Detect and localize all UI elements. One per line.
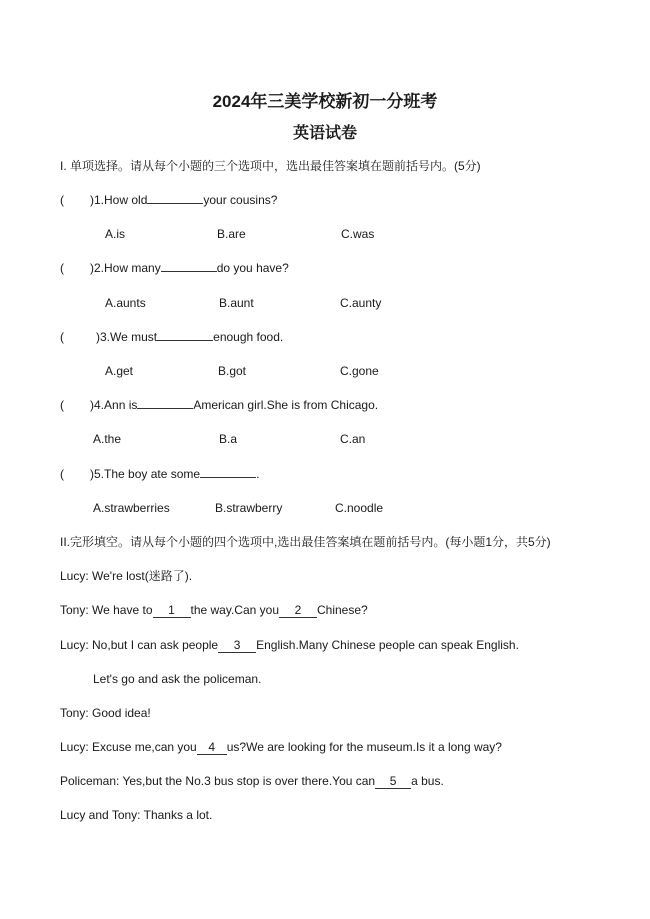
option-b: B.are [217, 227, 246, 241]
dialogue-text: the way.Can you [190, 603, 279, 617]
question-text-after: . [256, 467, 260, 481]
option-a: A.the [93, 432, 122, 446]
question-number: 3. [100, 330, 111, 344]
question-2 [60, 260, 289, 276]
option-b: B.strawberry [215, 501, 283, 515]
answer-blank[interactable] [157, 340, 213, 341]
dialogue-line-1: Lucy: We're lost(迷路了). [60, 569, 193, 583]
cloze-blank-1[interactable]: 1 [153, 604, 191, 618]
dialogue-text: English.Many Chinese people can speak English. [256, 638, 519, 652]
question-4 [60, 397, 378, 413]
answer-blank[interactable] [137, 408, 193, 409]
dialogue-line-2 [60, 602, 368, 618]
answer-blank[interactable] [200, 477, 256, 478]
option-c: C.noodle [335, 501, 384, 515]
option-a: A.get [105, 364, 134, 378]
answer-paren-close: ) [96, 330, 100, 344]
question-text-after: enough food. [213, 330, 284, 344]
dialogue-line-5: Tony: Good idea! [60, 706, 151, 720]
answer-paren-open: ( [60, 261, 64, 275]
question-number: 5. [94, 467, 105, 481]
question-5 [60, 466, 259, 482]
answer-paren-open: ( [60, 467, 64, 481]
answer-paren-close: ) [90, 261, 94, 275]
answer-paren-open: ( [60, 330, 64, 344]
question-text-before: How many [104, 261, 161, 275]
option-c: C.aunty [340, 296, 382, 310]
cloze-blank-5[interactable]: 5 [375, 775, 411, 789]
dialogue-line-4: Let's go and ask the policeman. [93, 672, 262, 686]
question-text-after: your cousins? [203, 193, 278, 207]
answer-paren-close: ) [90, 398, 94, 412]
cloze-blank-4[interactable]: 4 [197, 741, 227, 755]
option-c: C.an [340, 432, 366, 446]
answer-paren-open: ( [60, 193, 64, 207]
dialogue-text: Tony: We have to [60, 603, 153, 617]
option-b: B.a [219, 432, 238, 446]
question-3 [60, 329, 283, 345]
option-a: A.is [105, 227, 126, 241]
section1-heading: I. 单项选择。请从每个小题的三个选项中，选出最佳答案填在题前括号内。(5分) [60, 159, 481, 173]
dialogue-line-8: Lucy and Tony: Thanks a lot. [60, 808, 213, 822]
dialogue-line-7 [60, 773, 444, 789]
question-number: 4. [94, 398, 105, 412]
question-text-before: Ann is [104, 398, 138, 412]
dialogue-line-6 [60, 739, 502, 755]
question-number: 2. [94, 261, 105, 275]
dialogue-line-3 [60, 637, 519, 653]
answer-paren-close: ) [90, 193, 94, 207]
answer-paren-open: ( [60, 398, 64, 412]
section2-heading: II.完形填空。请从每个小题的四个选项中,选出最佳答案填在题前括号内。(每小题1分，共5分) [60, 535, 551, 549]
option-a: A.aunts [105, 296, 146, 310]
option-b: B.got [218, 364, 247, 378]
dialogue-text: a bus. [411, 774, 444, 788]
option-c: C.was [341, 227, 375, 241]
question-1 [60, 192, 277, 208]
dialogue-text: Lucy: No,but I can ask people [60, 638, 219, 652]
dialogue-text: Lucy: Excuse me,can you [60, 740, 197, 754]
question-text-before: The boy ate some [104, 467, 201, 481]
dialogue-text: us?We are looking for the museum.Is it a long way? [226, 740, 502, 754]
cloze-blank-2[interactable]: 2 [279, 604, 317, 618]
answer-blank[interactable] [161, 271, 217, 272]
exam-title: 2024年三美学校新初一分班考 [212, 92, 438, 111]
option-b: B.aunt [219, 296, 254, 310]
question-text-before: How old [104, 193, 148, 207]
question-number: 1. [94, 193, 105, 207]
question-text-after: do you have? [216, 261, 289, 275]
answer-paren-close: ) [90, 467, 94, 481]
dialogue-text: Chinese? [317, 603, 368, 617]
option-a: A.strawberries [93, 501, 170, 515]
option-c: C.gone [340, 364, 379, 378]
answer-blank[interactable] [147, 203, 203, 204]
question-text-after: American girl.She is from Chicago. [193, 398, 379, 412]
exam-subtitle: 英语试卷 [292, 125, 357, 142]
question-text-before: We must [110, 330, 158, 344]
cloze-blank-3[interactable]: 3 [218, 639, 256, 653]
dialogue-text: Policeman: Yes,but the No.3 bus stop is over there.You can [60, 774, 376, 788]
